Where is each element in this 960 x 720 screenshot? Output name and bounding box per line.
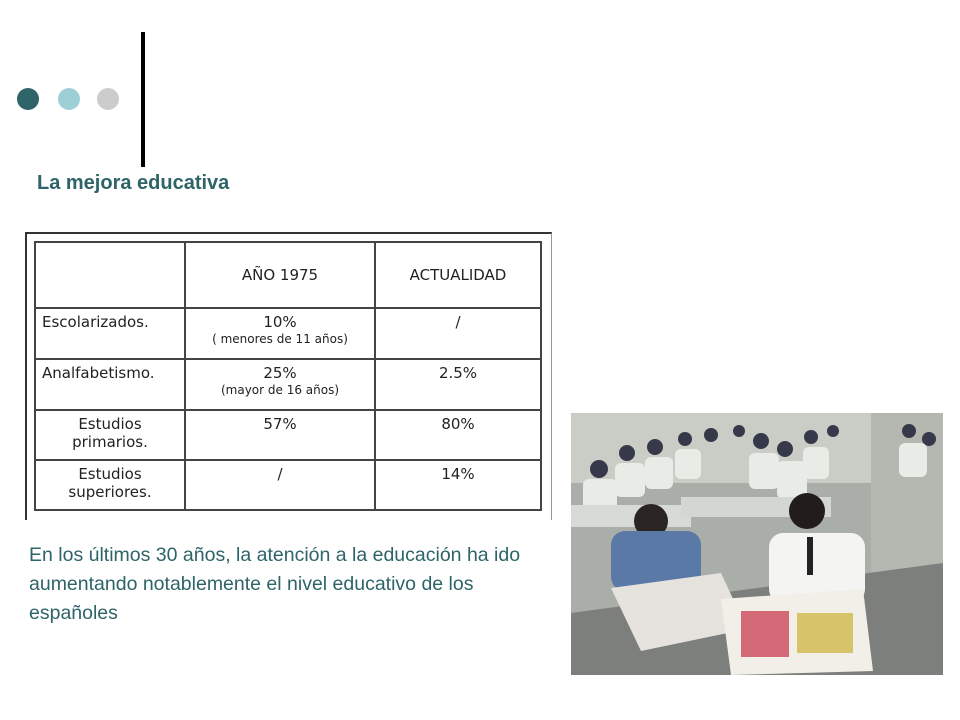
slide-paragraph: En los últimos 30 años, la atención a la educación ha ido aumentando notablemente el nivel educativo de los españoles [29,544,521,624]
table-row [35,460,541,510]
table-cell: / [375,308,541,359]
decor-dot-grey [97,88,119,110]
table-header-cell [35,242,185,308]
cell-note: ( menores de 11 años) [212,332,348,346]
cell-value: 25% [263,364,297,382]
slide-title: La mejora educativa [37,172,230,194]
table-cell: 57% [185,410,375,460]
decor-dot-dark [17,88,39,110]
cell-note: (mayor de 16 años) [220,383,340,397]
table-header-cell: ACTUALIDAD [375,242,541,308]
decor-dot-light [58,88,80,110]
table-cell: / [185,460,375,510]
cell-value: 10% [263,313,297,331]
decor-vertical-line [141,32,145,167]
table-cell: 80% [375,410,541,460]
education-table [34,241,542,511]
table-row [35,359,541,410]
row-label: Estudios primarios. [35,410,185,460]
table-cell: 14% [375,460,541,510]
table-cell [185,308,375,359]
classroom-photo [571,413,943,675]
table-row [35,308,541,359]
education-table-image [25,232,552,520]
table-cell [185,359,375,410]
classroom-photo-graphic [571,413,943,675]
table-header-row [35,242,541,308]
row-label: Escolarizados. [35,308,185,359]
table-cell: 2.5% [375,359,541,410]
table-row [35,410,541,460]
table-header-cell: AÑO 1975 [185,242,375,308]
row-label: Estudios superiores. [35,460,185,510]
row-label: Analfabetismo. [35,359,185,410]
